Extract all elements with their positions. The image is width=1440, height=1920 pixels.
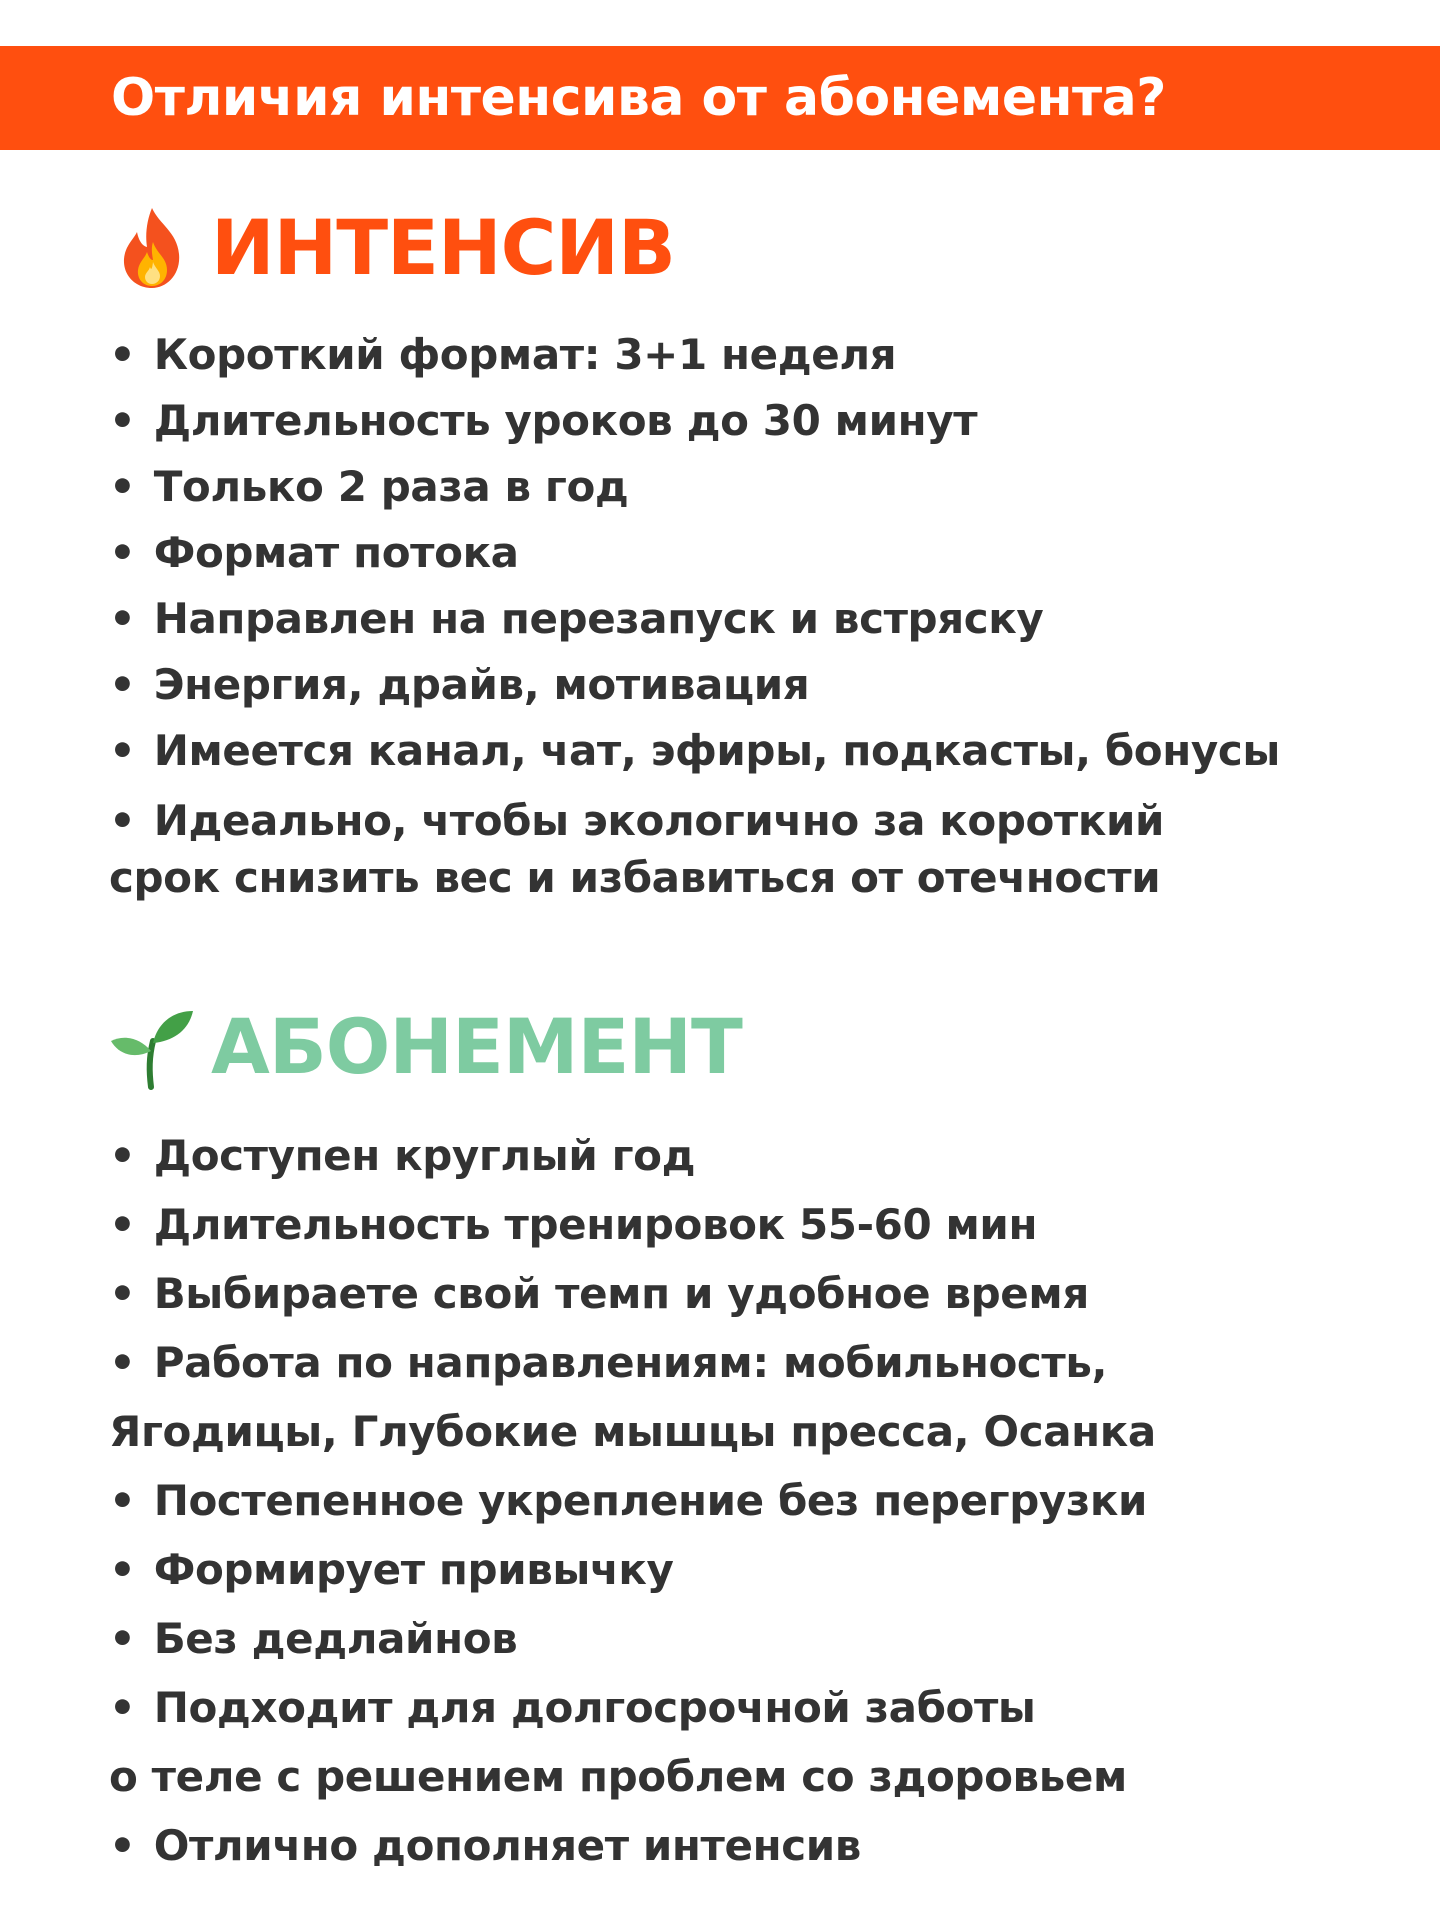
list-item: • Отлично дополняет интенсив — [109, 1821, 861, 1870]
list-item: • Энергия, драйв, мотивация — [109, 660, 810, 709]
list-item: • Работа по направлениям: мобильность, Ягодицы, Глубокие мышцы пресса, Осанка — [109, 1338, 1156, 1456]
intensive-section — [109, 202, 1280, 906]
header-banner — [0, 46, 1440, 150]
intensive-list — [109, 322, 1280, 906]
banner-title: Отличия интенсива от абонемента? — [111, 68, 1166, 128]
subscription-section — [109, 1001, 1156, 1880]
list-item: • Формат потока — [109, 528, 519, 577]
intensive-title: ИНТЕНСИВ — [211, 202, 675, 292]
list-item: • Короткий формат: 3+1 неделя — [109, 330, 897, 379]
list-item: • Доступен круглый год — [109, 1131, 696, 1180]
list-item: • Только 2 раза в год — [109, 462, 629, 511]
list-item: • Формирует привычку — [109, 1545, 674, 1594]
seedling-icon — [109, 1001, 195, 1091]
subscription-header — [109, 1001, 1156, 1091]
list-item: • Выбираете свой темп и удобное время — [109, 1269, 1089, 1318]
list-item: • Направлен на перезапуск и встряску — [109, 594, 1044, 643]
subscription-list — [109, 1121, 1156, 1880]
list-item: • Длительность уроков до 30 минут — [109, 396, 978, 445]
list-item: • Подходит для долгосрочной заботы о теле с решением проблем со здоровьем — [109, 1683, 1127, 1801]
subscription-title: АБОНЕМЕНТ — [211, 1001, 742, 1091]
fire-icon — [109, 202, 195, 292]
list-item: • Длительность тренировок 55-60 мин — [109, 1200, 1038, 1249]
list-item: • Без дедлайнов — [109, 1614, 518, 1663]
list-item: • Идеально, чтобы экологично за короткий срок снизить вес и избавиться от отечности — [109, 796, 1165, 902]
intensive-header — [109, 202, 1280, 292]
list-item: • Постепенное укрепление без перегрузки — [109, 1476, 1147, 1525]
list-item: • Имеется канал, чат, эфиры, подкасты, бонусы — [109, 726, 1280, 775]
